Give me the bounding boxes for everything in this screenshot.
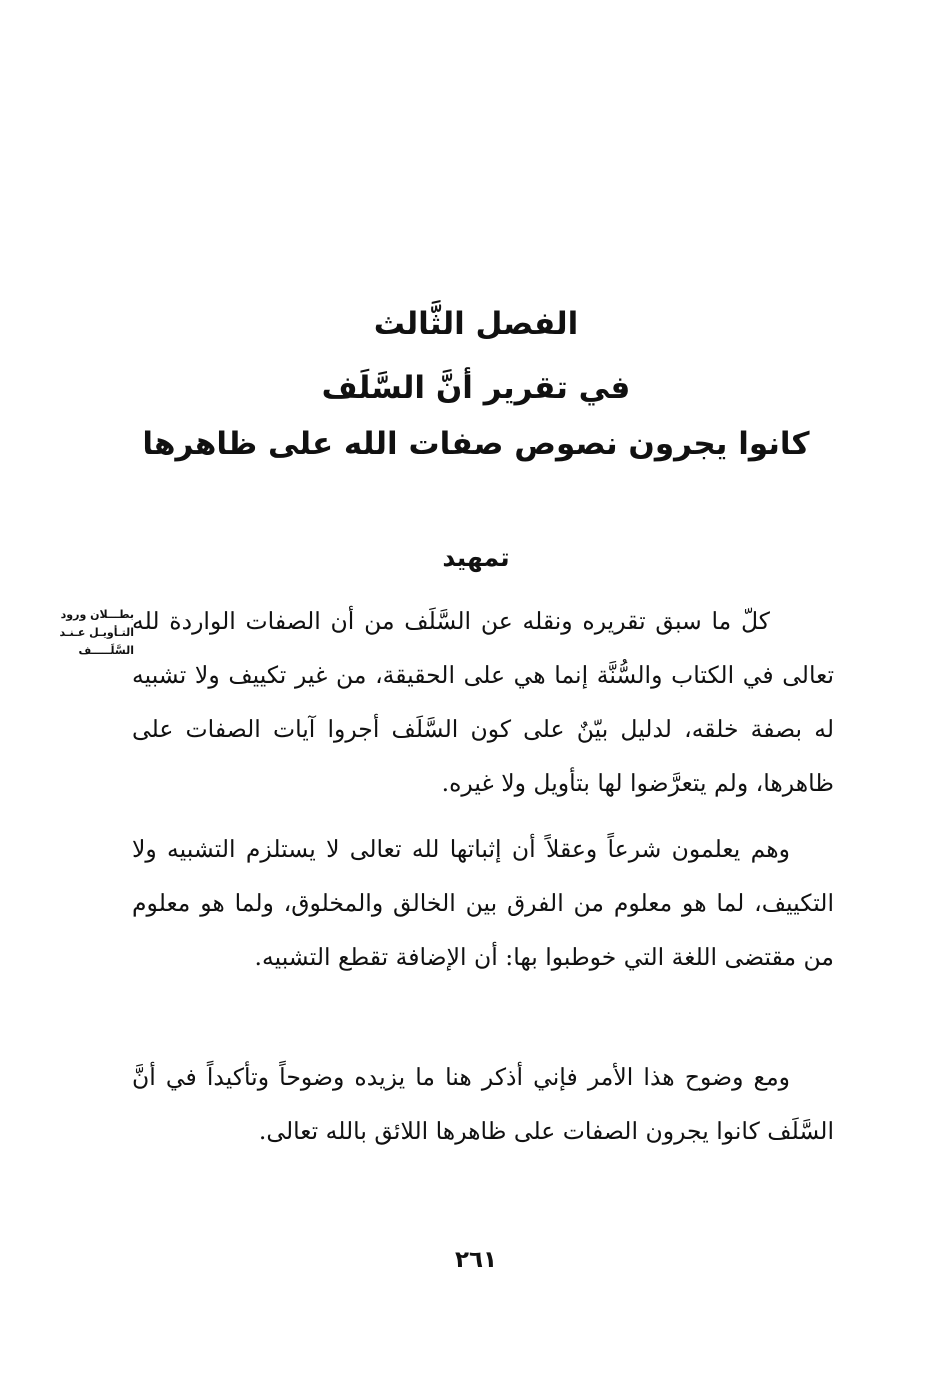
margin-note: بطـــلان ورود التـأويـل عـنـد السَّلَـــــف — [59, 608, 134, 657]
chapter-title-line-3: كانوا يجرون نصوص صفات الله على ظاهرها — [142, 426, 810, 462]
section-heading: تمهيد — [442, 543, 510, 572]
paragraph-1: كلّ ما سبق تقريره ونقله عن السَّلَف من أن الصفات الواردة لله تعالى في الكتاب والسُّنَّة إنما هي على الحقيقة، من غير تكييف ولا تشبيه له بصفة خلقه، لدليل بيّنٌ على كون السَّلَف أجروا آيات الصفات على ظاهرها، ولم يتعرَّضوا لها بتأويل ولا غيره. — [132, 607, 834, 797]
paragraph-2: وهم يعلمون شرعاً وعقلاً أن إثباتها لله تعالى لا يستلزم التشبيه ولا التكييف، لما هو معلوم من الفرق بين الخالق والمخلوق، ولما هو معلوم من مقتضى اللغة التي خوطبوا بها: أن الإضافة تقطع التشبيه. — [132, 835, 834, 971]
paragraph-3: ومع وضوح هذا الأمر فإني أذكر هنا ما يزيده وضوحاً وتأكيداً في أنَّ السَّلَف كانوا يجرون الصفات على ظاهرها اللائق بالله تعالى. — [132, 1063, 834, 1145]
page-number: ٢٦١ — [454, 1247, 498, 1273]
chapter-title-line-1: الفصل الثَّالث — [373, 306, 579, 342]
chapter-title-line-2: في تقرير أنَّ السَّلَف — [321, 370, 631, 406]
